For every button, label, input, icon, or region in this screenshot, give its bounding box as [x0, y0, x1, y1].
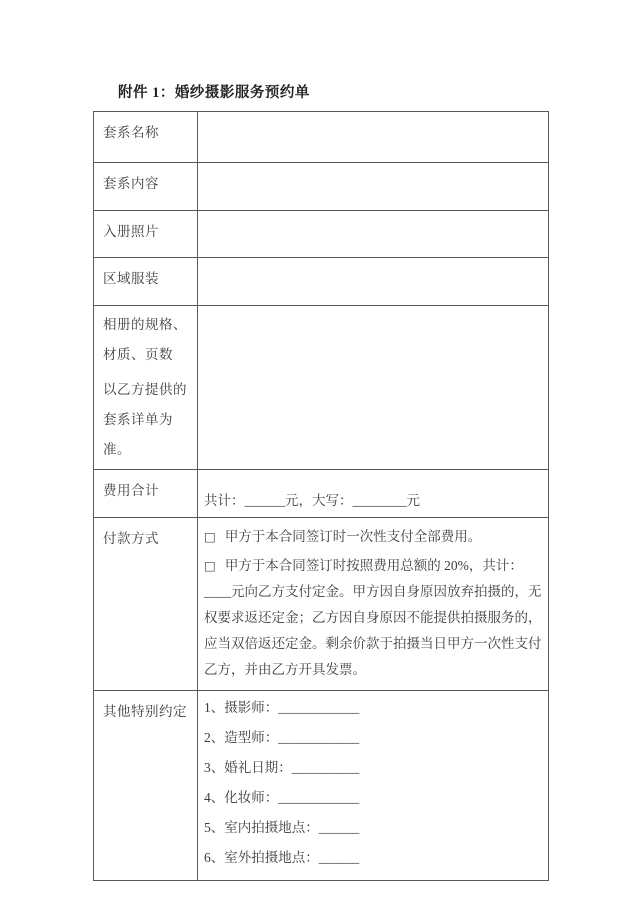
row-label-payment-method: 付款方式	[94, 518, 198, 691]
checkbox-icon[interactable]: □	[204, 529, 216, 544]
page-title: 附件 1：婚纱摄影服务预约单	[118, 85, 310, 101]
agreement-photographer: 1、摄影师：____________	[204, 700, 360, 715]
row-special-agreements	[94, 691, 549, 881]
row-label-special-agreements: 其他特别约定	[94, 691, 198, 881]
payment-option-deposit-text: 甲方于本合同签订时按照费用总额的 20%，共计：____元向乙方支付定金。甲方因自身原因放弃拍摄的，无权要求返还定金；乙方因自身原因不能提供拍摄服务的，应当双倍返还定金。剩余价款于拍摄当日甲方一次性支付乙方，并由乙方开具发票。	[204, 558, 542, 677]
reservation-form-table	[93, 111, 549, 881]
total-cost-blank-line: 共计：______元，大写：________元	[204, 493, 420, 508]
row-package-content	[94, 163, 549, 211]
payment-option-full	[204, 524, 545, 550]
row-value-album-spec	[198, 306, 549, 470]
payment-option-full-text: 甲方于本合同签订时一次性支付全部费用。	[224, 529, 482, 544]
row-album-photos	[94, 211, 549, 258]
agreement-outdoor-location: 6、室外拍摄地点：______	[204, 850, 360, 865]
checkbox-icon[interactable]: □	[204, 558, 216, 573]
row-value-region-clothing	[198, 258, 549, 306]
row-label-package-name: 套系名称	[94, 112, 198, 163]
agreement-stylist: 2、造型师：____________	[204, 730, 360, 745]
row-label-album-spec	[94, 306, 198, 470]
row-value-package-content	[198, 163, 549, 211]
album-spec-label-note: 以乙方提供的套系详单为准。	[103, 382, 187, 457]
row-album-spec	[94, 306, 549, 470]
row-value-special-agreements	[198, 691, 549, 881]
agreement-makeup-artist: 4、化妆师：____________	[204, 790, 360, 805]
row-label-total-cost: 费用合计	[94, 470, 198, 518]
row-value-payment-method	[198, 518, 549, 691]
agreement-indoor-location: 5、室内拍摄地点：______	[204, 820, 360, 835]
row-label-region-clothing: 区域服装	[94, 258, 198, 306]
row-package-name	[94, 112, 549, 163]
row-label-album-photos: 入册照片	[94, 211, 198, 258]
payment-option-deposit	[204, 553, 545, 683]
row-label-package-content: 套系内容	[94, 163, 198, 211]
agreement-wedding-date: 3、婚礼日期：__________	[204, 760, 360, 775]
album-spec-label-text: 相册的规格、材质、页数	[103, 317, 187, 362]
row-value-album-photos	[198, 211, 549, 258]
row-payment-method	[94, 518, 549, 691]
row-value-total-cost	[198, 470, 549, 518]
row-total-cost	[94, 470, 549, 518]
row-region-clothing	[94, 258, 549, 306]
row-value-package-name	[198, 112, 549, 163]
